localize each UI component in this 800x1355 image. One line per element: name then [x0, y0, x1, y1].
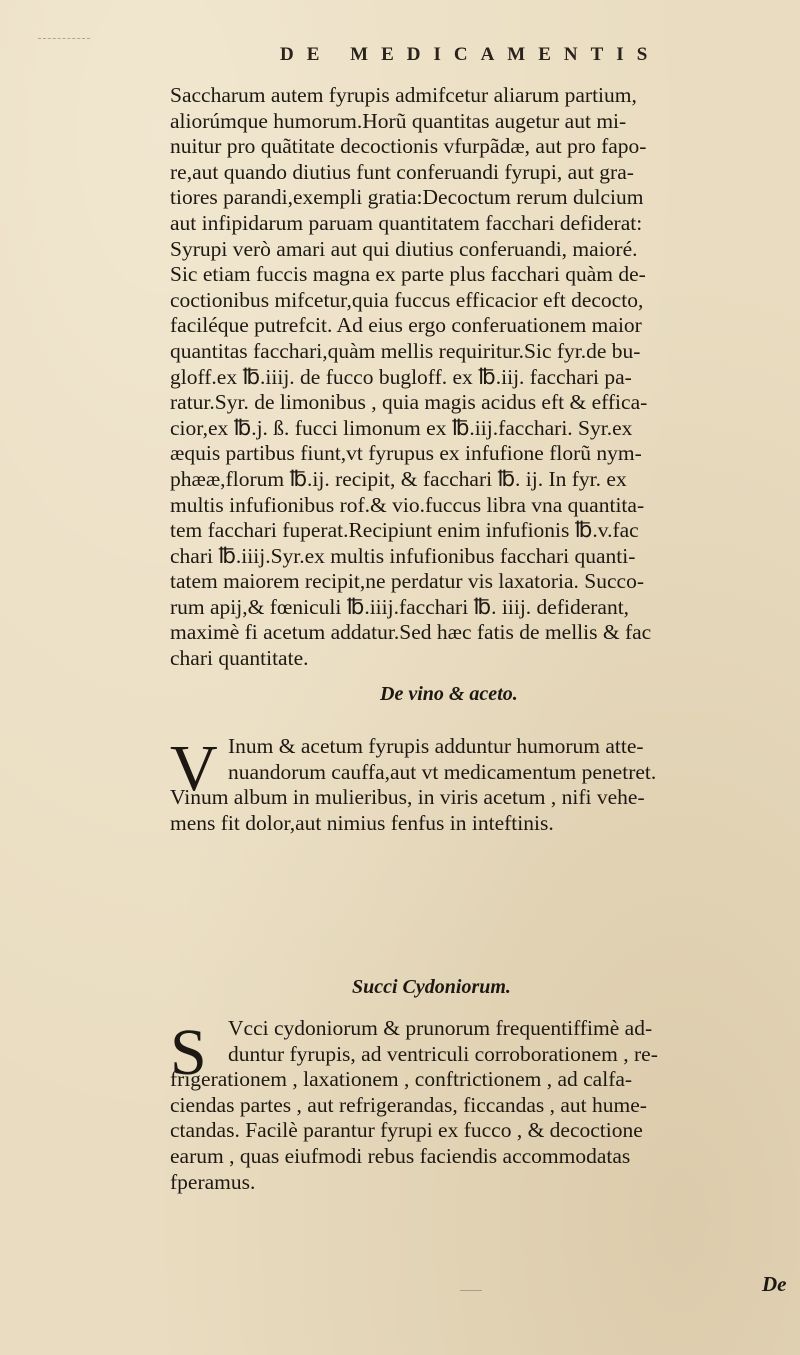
text-line: nuandorum cauffa,aut vt medicamentum penetret.	[228, 759, 657, 784]
section-heading-vino-aceto: De vino & aceto.	[380, 683, 518, 705]
drop-cap: V	[170, 732, 218, 805]
text-line: nuitur pro quãtitate decoctionis vfurpãdæ, aut pro fapo-	[170, 134, 647, 159]
text-line: coctionibus mifcetur,quia fuccus efficacior eft decocto,	[170, 287, 644, 312]
paragraph-vinum	[170, 734, 798, 836]
text-line: Saccharum autem fyrupis admifcetur aliarum partium,	[170, 83, 637, 107]
section-heading-succi: Succi Cydoniorum.	[352, 976, 511, 998]
text-line: ctandas. Facilè parantur fyrupi ex fucco , & decoctione	[170, 1118, 643, 1143]
text-line: frigerationem , laxationem , conftrictionem , ad calfa-	[170, 1067, 633, 1092]
text-line: Vinum album in mulieribus, in viris acetum , nifi vehe-	[170, 785, 645, 810]
text-line: duntur fyrupis, ad ventriculi corroborationem , re-	[228, 1041, 658, 1066]
text-line: chari quantitate.	[170, 646, 309, 671]
text-line: chari ℔.iiij.Syr.ex multis infufionibus facchari quanti-	[170, 543, 636, 568]
text-line: aliorúmque humorum.Horũ quantitas augetur aut mi-	[170, 108, 627, 133]
text-line: ciendas partes , aut refrigerandas, ficcandas , aut hume-	[170, 1092, 647, 1117]
text-line: fperamus.	[170, 1169, 256, 1194]
text-line: æquis partibus fiunt,vt fyrupus ex infufione florũ nym-	[170, 441, 642, 466]
ink-mark	[460, 1290, 482, 1291]
text-line: Syrupi verò amari aut qui diutius conferuandi, maioré.	[170, 236, 638, 261]
text-line: maximè fi acetum addatur.Sed hæc fatis de mellis & fac	[170, 620, 652, 645]
text-line: gloff.ex ℔.iiij. de fucco bugloff. ex ℔.iij. facchari pa-	[170, 364, 632, 389]
text-line: rum apij,& fœniculi ℔.iiij.facchari ℔. iiij. defiderant,	[170, 594, 630, 619]
text-line: Sic etiam fuccis magna ex parte plus facchari quàm de-	[170, 262, 646, 287]
text-line: re,aut quando diutius funt conferuandi fyrupi, aut gra-	[170, 159, 634, 184]
paragraph-saccharum	[170, 83, 798, 672]
margin-smudge	[38, 38, 90, 43]
text-line: tatem maiorem recipit,ne perdatur vis laxatoria. Succo-	[170, 569, 645, 594]
text-line: ratur.Syr. de limonibus , quia magis acidus eft & effica-	[170, 390, 648, 415]
text-line: Inum & acetum fyrupis adduntur humorum atte-	[228, 734, 644, 758]
text-line: mens fit dolor,aut nimius fenfus in inteftinis.	[170, 810, 554, 835]
text-line: aut infipidarum paruam quantitatem facchari defiderat:	[170, 210, 643, 235]
running-head: DE MEDICAMENTIS	[280, 44, 661, 65]
text-line: earum , quas eiufmodi rebus faciendis accommodatas	[170, 1143, 631, 1168]
catchword: De	[762, 1272, 787, 1296]
drop-cap: S	[170, 1016, 207, 1089]
text-line: quantitas facchari,quàm mellis requiritur.Sic fyr.de bu-	[170, 338, 641, 363]
text-line: tem facchari fuperat.Recipiunt enim infufionis ℔.v.fac	[170, 518, 639, 543]
text-line: Vcci cydoniorum & prunorum frequentiffimè ad-	[228, 1016, 653, 1040]
text-line: phææ,florum ℔.ij. recipit, & facchari ℔. ij. In fyr. ex	[170, 466, 627, 491]
text-line: cior,ex ℔.j. ß. fucci limonum ex ℔.iij.facchari. Syr.ex	[170, 415, 633, 440]
paragraph-succi	[170, 1016, 798, 1195]
text-line: tiores parandi,exempli gratia:Decoctum rerum dulcium	[170, 185, 644, 210]
text-line: faciléque putrefcit. Ad eius ergo conferuationem maior	[170, 313, 642, 338]
text-line: multis infufionibus rof.& vio.fuccus libra vna quantita-	[170, 492, 645, 517]
